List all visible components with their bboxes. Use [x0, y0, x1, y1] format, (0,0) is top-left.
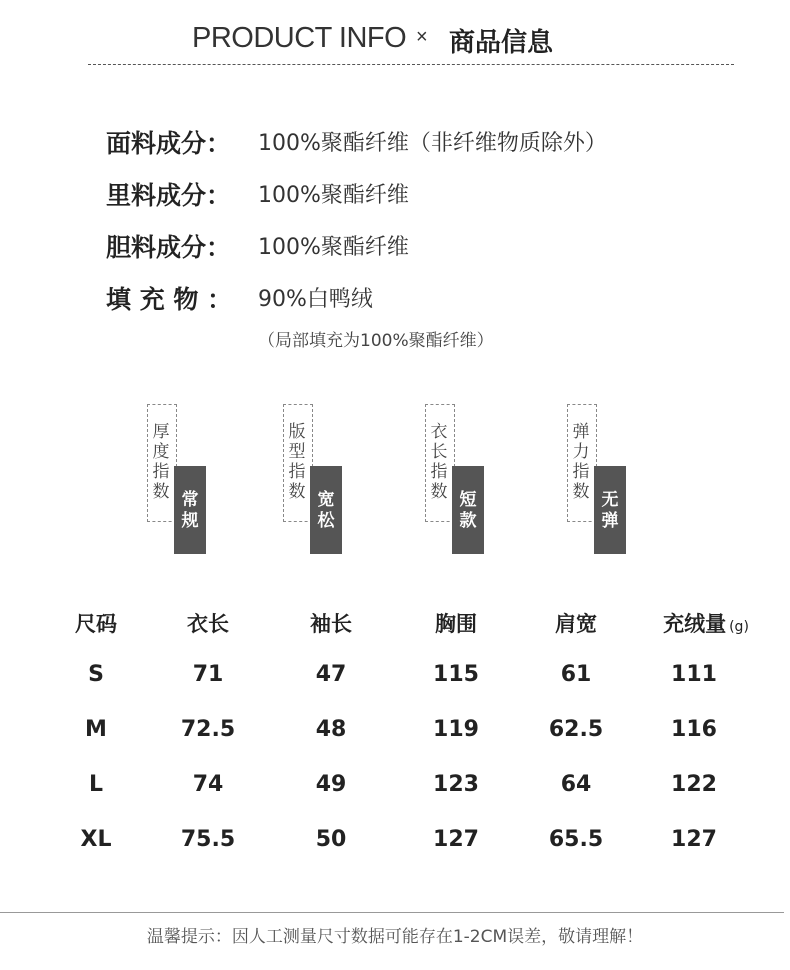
table-cell: S: [88, 662, 104, 687]
material-label: 填 充 物 ：: [106, 285, 233, 314]
table-cell: 47: [315, 662, 347, 687]
indicator-badge: [452, 466, 484, 554]
table-row: [0, 662, 790, 702]
footer-note: 温馨提示：因人工测量尺寸数据可能存在1-2CM误差，敬请理解！: [146, 927, 644, 947]
material-value: 100%聚酯纤维: [258, 183, 409, 208]
header-cell: 衣长: [187, 612, 229, 636]
table-cell: 71: [192, 662, 224, 687]
table-cell: 65.5: [548, 827, 604, 852]
filling-note: （局部填充为100%聚酯纤维）: [258, 331, 494, 351]
table-cell: 119: [433, 717, 479, 742]
table-cell: 127: [433, 827, 479, 852]
table-row: [0, 717, 790, 757]
size-table-header: [0, 608, 790, 648]
indicator-badge: [594, 466, 626, 554]
header-cell: 肩宽: [555, 612, 597, 636]
header-cell-fill: [646, 608, 766, 638]
indicator-length: [425, 404, 489, 556]
table-row: [0, 772, 790, 812]
indicator-title: 弹力指数: [572, 422, 590, 502]
table-cell: 49: [315, 772, 347, 797]
table-cell: 122: [671, 772, 717, 797]
indicator-thickness: [147, 404, 211, 556]
indicator-fit: [283, 404, 347, 556]
table-cell: 48: [315, 717, 347, 742]
indicator-value: 常规: [181, 490, 199, 531]
table-cell: XL: [80, 827, 112, 852]
indicator-value: 宽松: [317, 490, 335, 531]
table-cell: 62.5: [548, 717, 604, 742]
indicator-title: 厚度指数: [152, 422, 170, 502]
material-label: 面料成分：: [106, 129, 232, 158]
material-value: 100%聚酯纤维: [258, 235, 409, 260]
title-separator: ×: [416, 26, 428, 48]
header: [0, 18, 790, 64]
material-value: 90%白鸭绒: [258, 287, 373, 312]
table-cell: 64: [560, 772, 592, 797]
indicator-elasticity: [567, 404, 631, 556]
title-cn: 商品信息: [449, 28, 554, 58]
table-cell: L: [88, 772, 104, 797]
header-divider: [88, 64, 734, 65]
indicator-title: 版型指数: [288, 422, 306, 502]
footer-divider: [0, 912, 784, 913]
table-cell: 61: [560, 662, 592, 687]
indicator-badge: [174, 466, 206, 554]
table-cell: 72.5: [180, 717, 236, 742]
table-cell: 127: [671, 827, 717, 852]
header-cell: 胸围: [435, 612, 477, 636]
material-value: 100%聚酯纤维（非纤维物质除外）: [258, 131, 607, 156]
indicator-title: 衣长指数: [430, 422, 448, 502]
table-row: [0, 827, 790, 867]
table-cell: 111: [671, 662, 717, 687]
material-label: 胆料成分：: [106, 233, 232, 262]
table-cell: 115: [433, 662, 479, 687]
table-cell: 123: [433, 772, 479, 797]
header-unit: (g): [729, 619, 749, 635]
table-cell: 50: [315, 827, 347, 852]
material-label: 里料成分：: [106, 181, 232, 210]
table-cell: 116: [671, 717, 717, 742]
header-cell: 袖长: [310, 612, 352, 636]
table-cell: M: [85, 717, 107, 742]
header-cell: 尺码: [75, 612, 117, 636]
indicator-badge: [310, 466, 342, 554]
title-en: PRODUCT INFO: [192, 22, 407, 54]
indicator-value: 短款: [459, 490, 477, 531]
table-cell: 74: [192, 772, 224, 797]
header-cell: 充绒量: [663, 612, 727, 636]
table-cell: 75.5: [180, 827, 236, 852]
indicator-value: 无弹: [601, 490, 619, 531]
